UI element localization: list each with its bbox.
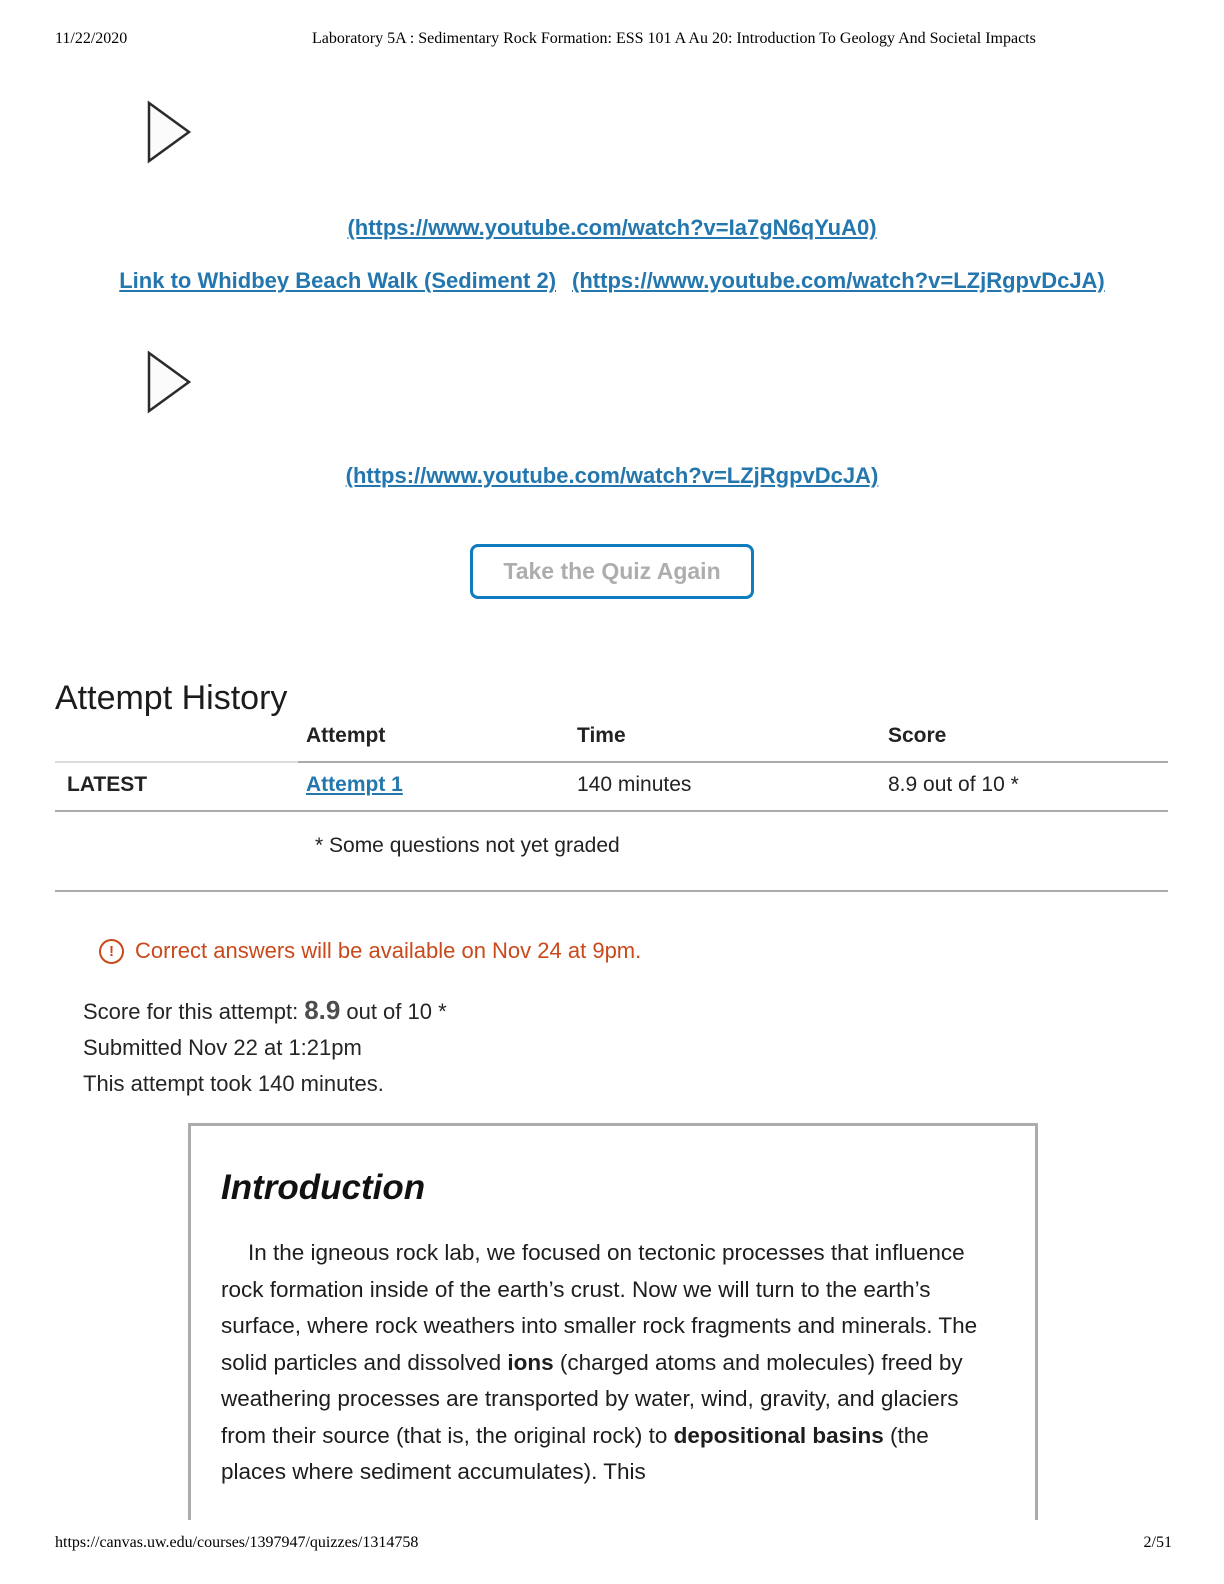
take-quiz-again-button[interactable]: Take the Quiz Again xyxy=(470,544,753,599)
score-line xyxy=(83,992,447,1030)
video-2-url-link[interactable]: (https://www.youtube.com/watch?v=LZjRgpvDcJA) xyxy=(572,268,1105,293)
attempt-history-heading: Attempt History xyxy=(55,678,288,717)
print-header-title: Laboratory 5A : Sedimentary Rock Formation: ESS 101 A Au 20: Introduction To Geology And Societal Impacts xyxy=(312,30,1036,47)
attempt-score-value: 8.9 out of 10 * xyxy=(880,762,1168,811)
score-prefix: Score for this attempt: xyxy=(83,999,299,1024)
table-row-latest xyxy=(55,762,1168,811)
video-1-url-link[interactable]: (https://www.youtube.com/watch?v=Ia7gN6qYuA0) xyxy=(347,215,877,240)
video-3-url-link[interactable]: (https://www.youtube.com/watch?v=LZjRgpvDcJA) xyxy=(345,463,879,488)
video-3-link-line xyxy=(0,463,1224,489)
attempt-history-table xyxy=(55,714,1168,892)
column-header-score: Score xyxy=(880,714,1168,762)
column-header-blank xyxy=(55,714,298,762)
submitted-line: Submitted Nov 22 at 1:21pm xyxy=(83,1035,362,1060)
video-player-2[interactable] xyxy=(146,350,192,414)
play-icon xyxy=(146,350,192,414)
correct-answers-notice xyxy=(99,938,641,964)
column-header-time: Time xyxy=(569,714,880,762)
duration-line: This attempt took 140 minutes. xyxy=(83,1071,384,1096)
score-suffix: out of 10 * xyxy=(346,999,447,1024)
play-icon xyxy=(146,100,192,164)
video-2-link-line xyxy=(0,268,1224,294)
video-1-link-line xyxy=(0,215,1224,241)
table-footnote-row xyxy=(55,811,1168,891)
column-header-attempt: Attempt xyxy=(298,714,569,762)
introduction-box xyxy=(188,1123,1038,1520)
introduction-paragraph: In the igneous rock lab, we focused on tectonic processes that influence rock formation inside of the earth’s crust. Now we will turn to the earth’s surface, where rock weathers into smaller rock fragments and minerals. The solid particles and dissolved ions (charged atoms and molecules) freed by weathering processes are transported by water, wind, gravity, and glaciers from their source (that is, the original rock) to depositional basins (the places where sediment accumulates). This xyxy=(221,1240,978,1484)
print-footer-page-number: 2/51 xyxy=(1143,1534,1172,1551)
attempt-1-link[interactable]: Attempt 1 xyxy=(306,773,403,796)
score-summary xyxy=(83,992,447,1102)
grading-footnote: * Some questions not yet graded xyxy=(55,811,1168,891)
score-value: 8.9 xyxy=(304,995,341,1025)
print-header-date: 11/22/2020 xyxy=(55,30,128,47)
notice-text: Correct answers will be available on Nov 24 at 9pm. xyxy=(135,938,642,963)
video-player-1[interactable] xyxy=(146,100,192,164)
whidbey-beach-walk-link[interactable]: Link to Whidbey Beach Walk (Sediment 2) xyxy=(119,268,557,293)
row-label-latest: LATEST xyxy=(55,762,298,811)
introduction-heading: Introduction xyxy=(221,1168,426,1207)
take-quiz-again-row xyxy=(0,544,1224,599)
table-header-row xyxy=(55,714,1168,762)
attempt-time-value: 140 minutes xyxy=(569,762,880,811)
alert-icon: ! xyxy=(99,939,124,964)
print-footer-url: https://canvas.uw.edu/courses/1397947/quizzes/1314758 xyxy=(55,1534,419,1551)
